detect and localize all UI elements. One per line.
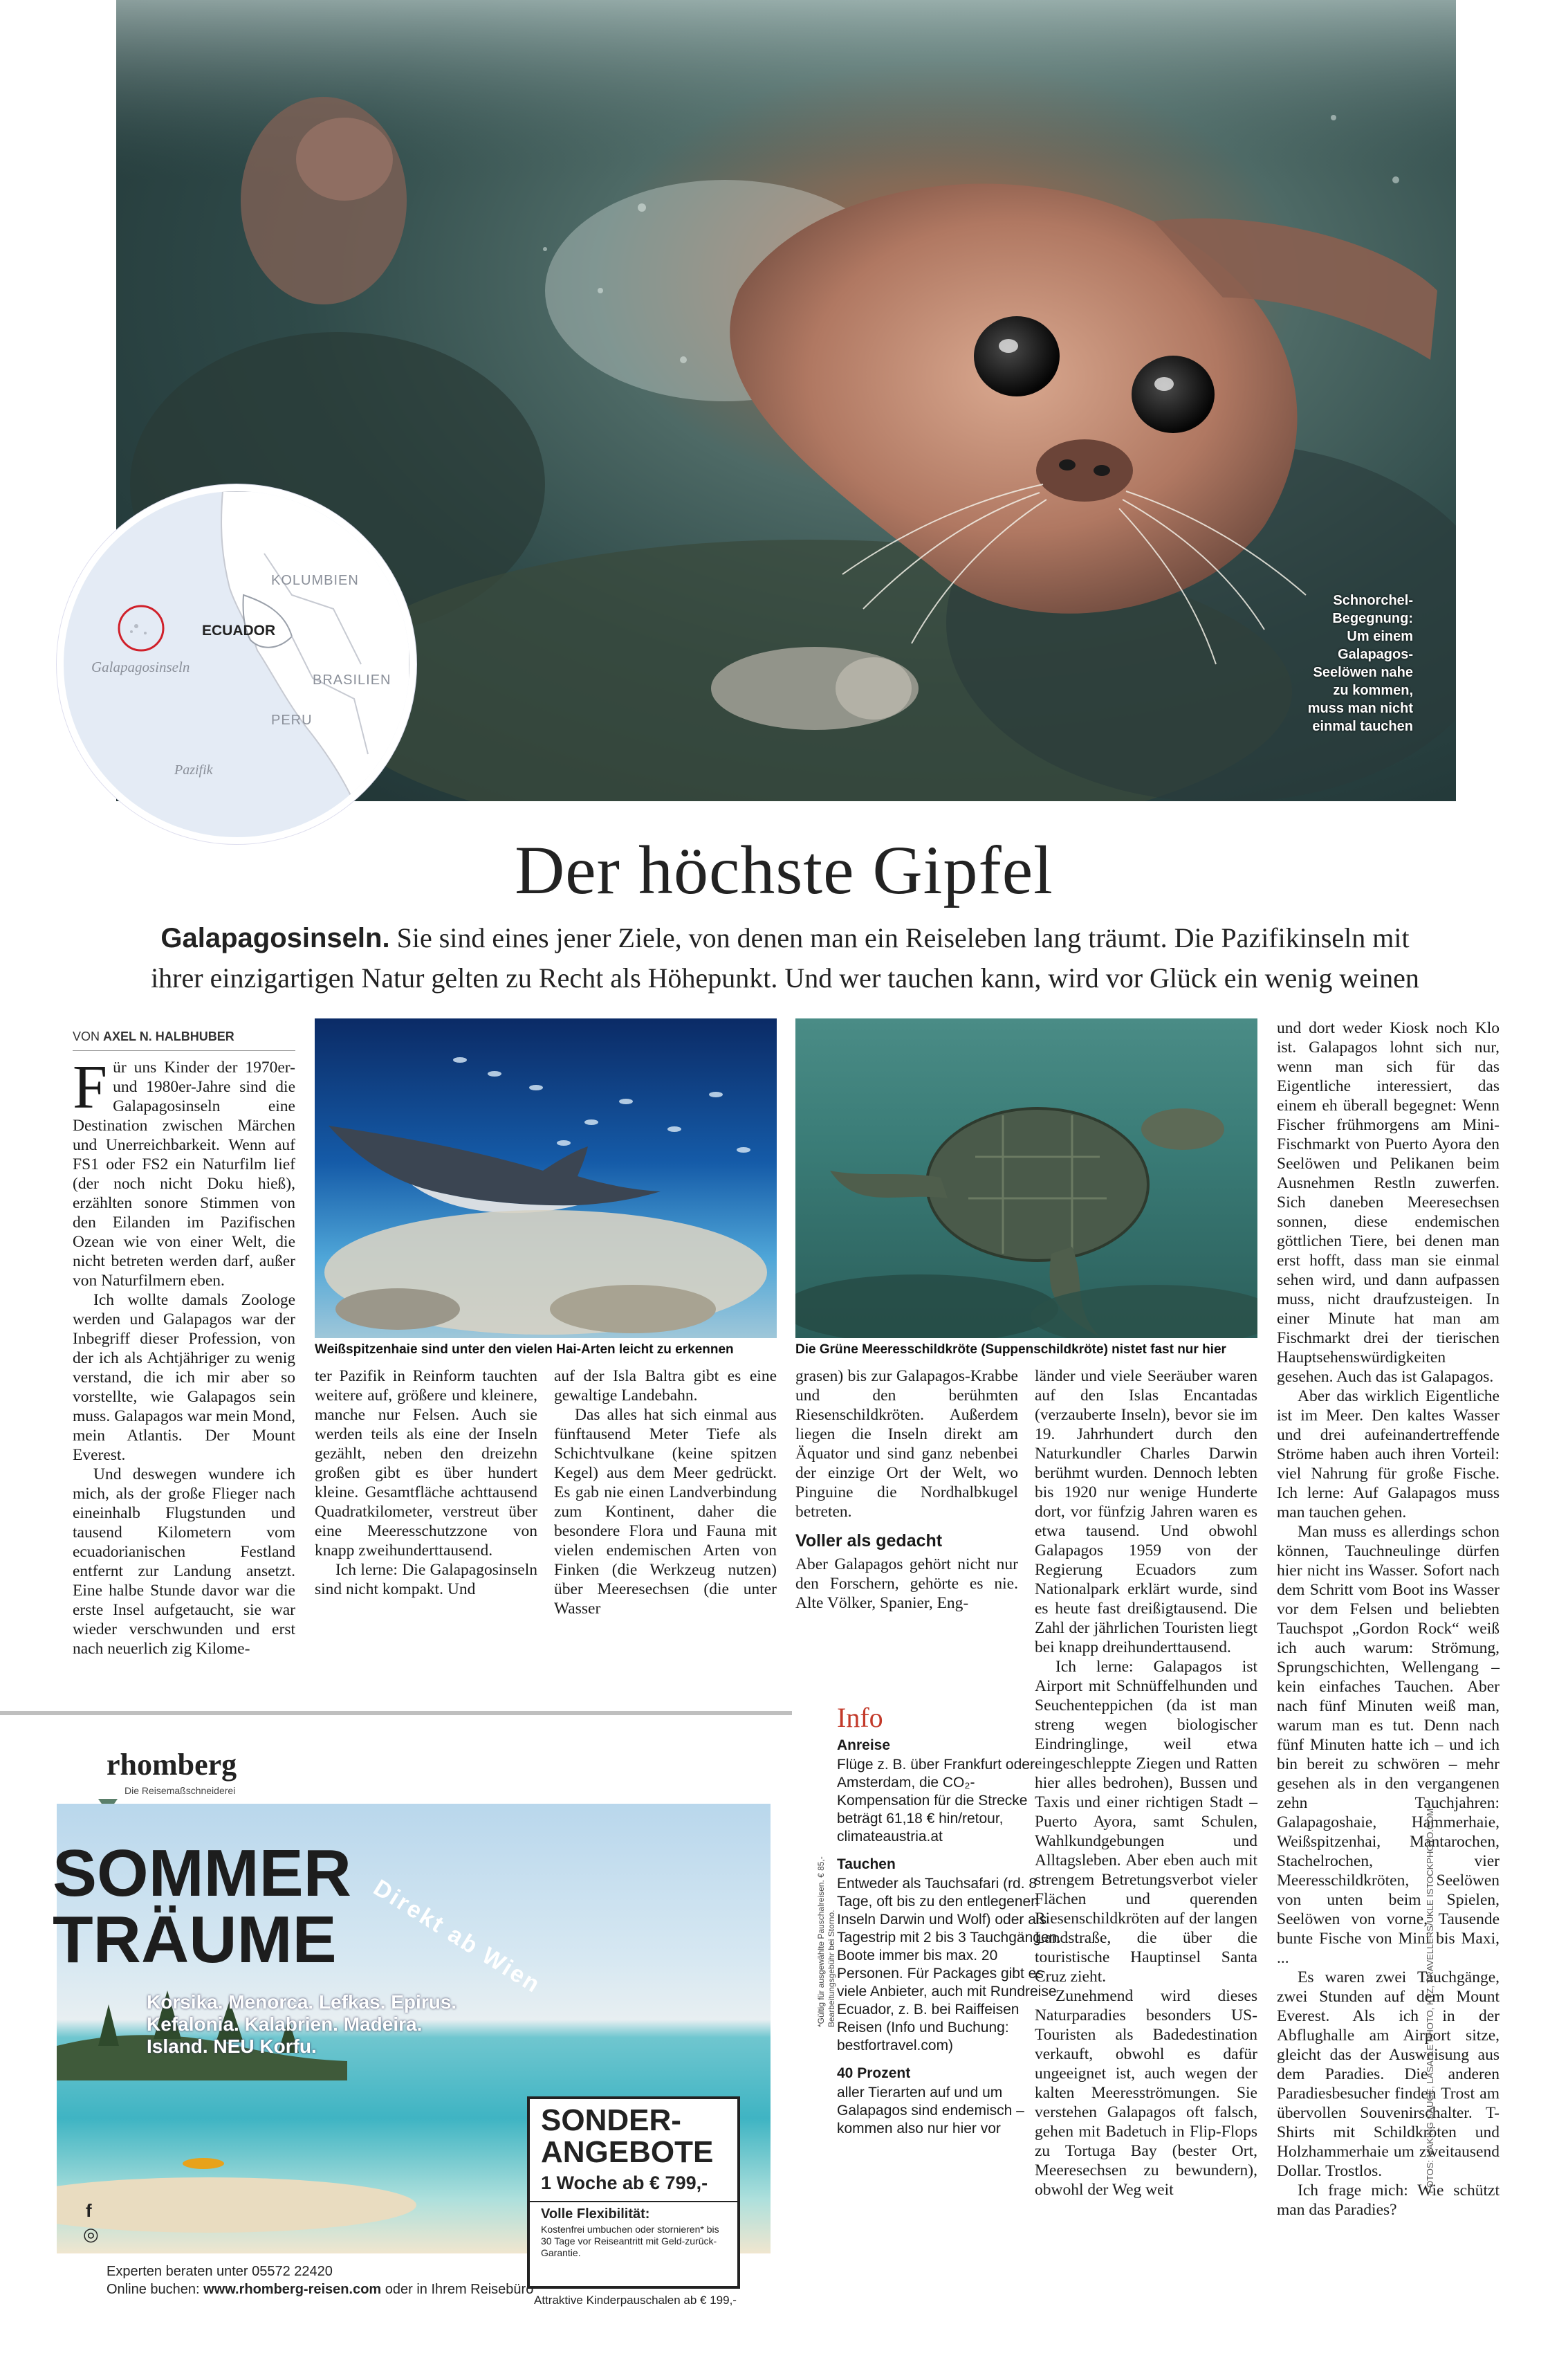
info-text: Entweder als Tauchsafari (rd. 8 Tage, oft bis zu den entlegenen Inseln Darwin und Wolf) oder als Tagestrip mit 2 bis 3 Tauchgängen. Boote immer bis max. 20 Personen. Für Packages gibt es viele Anbieter, auch mit Rundreise Ecuador, z. B. bei Raiffeisen Reisen (Info und Buchung: bestfortravel.com): [837, 1876, 1062, 2053]
paragraph: Man muss es allerdings schon können, Tauchneulinge dürfen hier nicht ins Wasser. Sofort nach dem Schritt vom Boot ins Wasser vor dem Felsen und beliebten Tauchspot „Gordon Rock“ weiß ich auch warum: Strömung, Sprungschichten, Wellengang – kein einfaches Tauchen. Aber nach fünf Minuten weiß man, warum man es tut. Denn nach fünf Minuten hatte ich – und ich bin bereit zu schwören – mehr gesehen als in den vergangenen zehn Tauchjahren: Galapagoshaie, Hammerhaie, Weißspitzenhai, Mantarochen, Stachelrochen, vier Meeresschildkröten, Seelöwen von unten beim Spielen, Seelöwen von vorne, Tausende bunte Fische von Mini bis Maxi, ...: [1277, 1523, 1500, 1967]
paragraph: auf der Isla Baltra gibt es eine gewaltige Landebahn.: [554, 1367, 777, 1405]
ad-kids-note: Attraktive Kinderpauschalen ab € 199,-: [534, 2294, 737, 2307]
paragraph: Aber Galapagos gehört nicht nur den Forschern, gehörte es nie. Alte Völker, Spanier, Eng-: [795, 1555, 1018, 1612]
ad-offer-title-line: ANGEBOTE: [541, 2135, 714, 2169]
map-label-kolumbien: KOLUMBIEN: [271, 573, 359, 588]
paragraph: Ich lerne: Die Galapagosinseln sind nicht kompakt. Und: [315, 1561, 537, 1598]
photo-whitetip-shark: [315, 1018, 777, 1338]
ad-contact: [107, 2262, 533, 2298]
paragraph-text: ür uns Kinder der 1970er- und 1980er-Jahre sind die Galapagosinseln eine Destination zwischen Märchen und Unerreichbarkeit. Wenn auf FS1 oder FS2 ein Naturfilm lief (der noch nicht Doku hieß), erzählten sonore Stimmen von den Eilanden im Pazifischen Ozean wie von einer Welt, die nicht betreten werden darf, außer von Naturfilmern eben.: [73, 1059, 295, 1290]
ad-contact-phone: Experten beraten unter 05572 22420: [107, 2264, 333, 2279]
ad-brand-logo: rhomberg: [107, 1748, 237, 1782]
paragraph: [73, 1053, 295, 1290]
info-heading: Anreise: [837, 1737, 891, 1753]
article-column-2: [315, 1366, 537, 1599]
facebook-icon[interactable]: f: [86, 2200, 92, 2221]
paragraph: Und deswegen wundere ich mich, als der große Flieger nach eineinhalb Flugstunden und tausend Kilometern vom ecuadorianischen Festland entfernt zur Landung ansetzt. Eine halbe Stunde davor war die erste Insel aufgetaucht, sie war wieder verschwunden und erst nach neuerlich zig Kilome-: [73, 1465, 295, 1658]
shark-photo-caption: Weißspitzenhaie sind unter den vielen Hai-Arten leicht zu erkennen: [315, 1342, 734, 1357]
article-teaser: [145, 918, 1425, 998]
article-headline: Der höchste Gipfel: [515, 832, 1053, 908]
ad-brand-tagline: Die Reisemaßschneiderei: [124, 1785, 236, 1796]
article-teaser-text: Sie sind eines jener Ziele, von denen man ein Reiseleben lang träumt. Die Pazifikinseln mit ihrer einzigartigen Natur gelten zu Recht als Höhepunkt. Und wer tauchen kann, wird vor Glück ein wenig weinen: [151, 922, 1419, 994]
info-title: Info: [837, 1702, 883, 1733]
ad-title-line: SOMMER: [53, 1836, 351, 1910]
hero-caption-line: Um einem: [1347, 629, 1413, 644]
ad-destinations-line: Island. NEU Korfu.: [147, 2036, 317, 2057]
info-heading: Tauchen: [837, 1856, 896, 1872]
ad-title: [53, 1836, 351, 1977]
ad-offer-flex-title: Volle Flexibilität:: [541, 2206, 650, 2222]
ad-offer-title: [541, 2105, 726, 2168]
ad-offer-box: [527, 2096, 740, 2289]
info-text: aller Tierarten auf und um Galapagos sind endemisch – kommen also nur hier vor: [837, 2085, 1024, 2137]
ad-contact-suffix: oder in Ihrem Reisebüro: [385, 2282, 534, 2297]
ad-destinations: [147, 1991, 456, 2058]
paragraph: ter Pazifik in Reinform tauchten weitere auf, größere und kleinere, manche nur Felsen. Auch sie werden teils als eine der Inseln gezählt, neben den dreizehn großen gibt es über hundert kleine. Gesamtfläche achttausend Quadratkilometer, verstreut über eine Meeresschutzzone von knapp zweihunderttausend.: [315, 1367, 537, 1559]
ad-destinations-line: Kefalonia. Kalabrien. Madeira.: [147, 2013, 423, 2035]
info-heading: 40 Prozent: [837, 2065, 911, 2081]
info-text: Flüge z. B. über Frankfurt oder Amsterdam, die CO₂-Kompensation für die Strecke beträgt 61,18 € hin/retour, climateaustria.at: [837, 1757, 1035, 1845]
paragraph: Ich frage mich: Wie schützt man das Paradies?: [1277, 2181, 1500, 2219]
paragraph: Zunehmend wird dieses Naturparadies besonders US-Touristen als Badedestination verkauft, obwohl es dafür ungeeignet ist, auch wegen der kalten Meeresströmungen. Sie verstehen Galapagos oft falsch, gehen mit Badetuch in Flip-Flops zu Tortuga Bay (bester Ort, Meeresechsen zu bewundern), obwohl der Weg weit: [1035, 1987, 1257, 2199]
ad-arc-text: Direkt ab Wien: [369, 1874, 546, 1999]
paragraph: länder und viele Seeräuber waren auf den Islas Encantadas (verzauberte Inseln), bevor sie im 19. Jahrhundert durch den Naturkundler Charles Darwin berühmt wurden. Dennoch lebten bis 1920 nur wenige Hunderte dort, vor fünfzig Jahren waren es etwa tausend. Und obwohl Galapagos 1959 von der Regierung Ecuadors zum Nationalpark erklärt wurde, sind es heute fast dreißigtausend. Die Zahl der jährlichen Touristen liegt bei knapp dreihunderttausend.: [1035, 1367, 1257, 1656]
ad-offer-title-line: SONDER-: [541, 2103, 681, 2137]
ad-offer-price: 1 Woche ab € 799,-: [541, 2173, 708, 2193]
paragraph: Ich lerne: Galapagos ist Airport mit Schnüffelhunden und Seuchenteppichen (da ist man streng wegen biologischer Eindringlinge, weil etwa eingeschleppte Ziegen und Ratten hier alles bedrohen), Bussen und Taxis und einer richtigen Stadt – Puerto Ayora, samt Schulen, Wahlkundgebungen und Alltagsleben. Aber eben auch mit strengem Betretungsverbot vieler Flächen und querenden Riesenschildkröten auf der langen Landstraße, die über die touristische Hauptinsel Santa Cruz zieht.: [1035, 1658, 1257, 1986]
dropcap: F: [73, 1053, 108, 1122]
shark-illustration: [315, 1018, 777, 1338]
paragraph: Das alles hat sich einmal aus fünftausend Meter Tiefe als Schichtvulkane (keine spitzen Kegel) aus dem Meer gedrückt. Es gab nie einen Landverbindung zum Kontinent, daher die besondere Flora und Fauna mit vielen endemischen Arten von Finken (die Werkzeug nutzen) über Meeresechsen (die unter Wasser: [554, 1406, 777, 1618]
hero-caption-line: zu kommen,: [1333, 683, 1413, 698]
article-column-4: [795, 1366, 1018, 1613]
article-column-1: [73, 1027, 295, 1658]
paragraph: grasen) bis zur Galapagos-Krabbe und den berühmten Riesenschildkröten. Außerdem liegen die Inseln direkt am Äquator und sind ganz nebenbei der einzige Ort der Welt, wo Pinguine die Nordhalbkugel betreten.: [795, 1367, 1018, 1521]
map-label-galapagos: Galapagosinseln: [91, 659, 190, 675]
hero-caption-line: muss man nicht: [1307, 701, 1413, 716]
ad-separator: [0, 1711, 792, 1715]
hero-caption-line: Schnorchel-: [1333, 593, 1413, 608]
byline: [73, 1027, 295, 1051]
byline-prefix: VON: [73, 1030, 100, 1043]
ad-contact-url[interactable]: www.rhomberg-reisen.com: [203, 2282, 382, 2297]
map-label-brasilien: BRASILIEN: [313, 673, 391, 688]
map-label-ecuador: ECUADOR: [202, 623, 276, 639]
hero-caption-line: Begegnung:: [1332, 611, 1413, 626]
photo-credit: FOTOS: MAKING SAUCE, LASALLE PHOTO, KTZ, TRAVELLERS/UKLE ISTOCKPHOTO.COM: [1425, 1808, 1435, 2193]
ad-fineprint: *Gültig für ausgewählte Pauschalreisen. € 85,- Bearbeitungsgebühr bei Storno.: [816, 1856, 836, 2027]
map-label-peru: PERU: [271, 713, 313, 728]
hero-caption-line: einmal tauchen: [1312, 719, 1413, 734]
ad-destinations-line: Korsika. Menorca. Lefkas. Epirus.: [147, 1991, 457, 2013]
ad-offer-flex-text: Kostenfrei umbuchen oder stornieren* bis 30 Tage vor Reiseantritt mit Geld-zurück-Garantie.: [541, 2224, 719, 2258]
rhomberg-advertisement: [53, 1716, 836, 2339]
info-box: [837, 1702, 1065, 2138]
turtle-illustration: [795, 1018, 1257, 1338]
ad-contact-prefix: Online buchen:: [107, 2282, 200, 2297]
hero-caption-line: Galapagos-: [1338, 647, 1413, 662]
locator-map: [57, 484, 416, 844]
ad-title-line: TRÄUME: [53, 1903, 337, 1977]
article-column-5: [1035, 1366, 1257, 2199]
map-label-pazifik: Pazifik: [174, 762, 213, 778]
turtle-photo-caption: Die Grüne Meeresschildkröte (Suppenschildkröte) nistet fast nur hier: [795, 1342, 1226, 1357]
paragraph: Ich wollte damals Zoologe werden und Galapagos war der Inbegriff dieser Profession, von der ich als Achtjähriger zu wenig verstand, die ich mir aber so vorstellte, wie Galapagos sein muss. Galapagos war mein Mond, mein Atlantis. Der Mount Everest.: [73, 1291, 295, 1464]
hero-caption-line: Seelöwen nahe: [1313, 665, 1413, 680]
paragraph: Es waren zwei Tauchgänge, zwei Stunden auf dem Mount Everest. Als ich in der Abflughalle am Airport sitze, gleicht das der Ausweisung aus dem Paradies. Die anderen Paradiesbesucher finden Trost am übervollen Souvenirschalter. T-Shirts mit Schildkröten und Holzhammerhaie um zweitausend Dollar. Trostlos.: [1277, 1968, 1500, 2180]
article-column-3: [554, 1366, 777, 1618]
article-column-6: [1277, 1018, 1500, 2220]
ad-contact-web: [107, 2280, 533, 2298]
byline-author: AXEL N. HALBHUBER: [103, 1030, 234, 1043]
subheading: Voller als gedacht: [795, 1531, 943, 1551]
hero-caption: [1268, 592, 1413, 735]
instagram-icon[interactable]: ◎: [83, 2224, 99, 2245]
article-kicker: Galapagosinseln.: [160, 923, 390, 953]
ad-offer-divider: [530, 2201, 737, 2202]
paragraph: und dort weder Kiosk noch Klo ist. Galapagos lohnt sich nur, wenn man sich für das Eigentliche interessiert, das einem eh überall begegnet: Wenn Fischer frühmorgens am Mini-Fischmarkt von Puerto Ayora den Seelöwen und Pelikanen beim Ausnehmen Restln zuwerfen. Sich daneben Meeresechsen sonnen, diese endemischen göttlichen Tiere, bei denen man erst hofft, dass man sie einmal sehen wird, und dann aufpassen muss, nicht draufzusteigen. In einer Minute hat man am Fischmarkt drei der tierischen Hauptsehenswürdigkeiten gesehen. Auch das ist Galapagos.: [1277, 1019, 1500, 1386]
paragraph: Aber das wirklich Eigentliche ist im Meer. Den kaltes Wasser und drei aufeinandertreffende Ströme haben auch ihren Vorteil: viel Nahrung für große Fische. Ich lerne: Auf Galapagos muss man tauchen gehen.: [1277, 1387, 1500, 1521]
photo-green-sea-turtle: [795, 1018, 1257, 1338]
